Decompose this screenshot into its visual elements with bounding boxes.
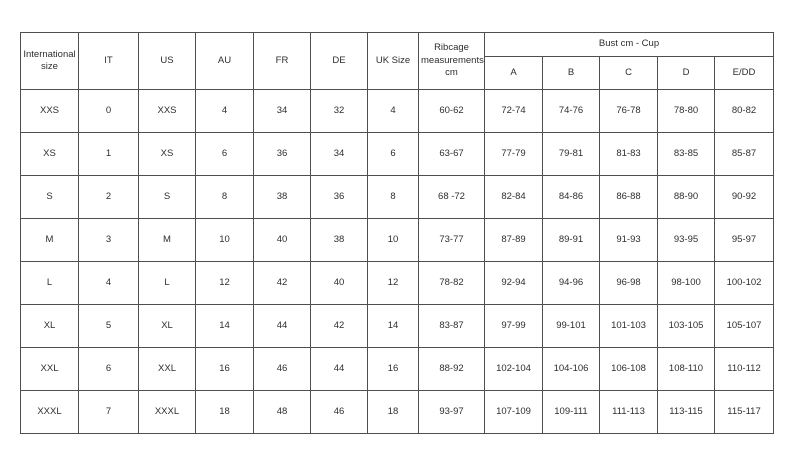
table-cell: XXL	[139, 348, 196, 391]
table-cell: 82-84	[485, 176, 543, 219]
table-cell: 4	[79, 262, 139, 305]
table-cell: 10	[368, 219, 419, 262]
table-cell: 5	[79, 305, 139, 348]
table-cell: 83-87	[419, 305, 485, 348]
table-cell: 85-87	[715, 133, 774, 176]
table-cell: 16	[196, 348, 254, 391]
table-cell: 8	[368, 176, 419, 219]
table-cell: 34	[311, 133, 368, 176]
table-cell: 109-111	[543, 391, 600, 434]
table-cell: 44	[311, 348, 368, 391]
table-row-xxl	[21, 348, 774, 391]
table-cell: 97-99	[485, 305, 543, 348]
table-cell: 83-85	[658, 133, 715, 176]
table-cell: 10	[196, 219, 254, 262]
table-cell: 4	[196, 90, 254, 133]
table-cell: 68 -72	[419, 176, 485, 219]
table-cell: 103-105	[658, 305, 715, 348]
table-cell: 94-96	[543, 262, 600, 305]
table-cell: 113-115	[658, 391, 715, 434]
table-cell: 74-76	[543, 90, 600, 133]
table-cell: XXL	[21, 348, 79, 391]
table-cell: 46	[311, 391, 368, 434]
table-cell: 7	[79, 391, 139, 434]
table-cell: XL	[21, 305, 79, 348]
table-cell: 3	[79, 219, 139, 262]
table-cell: 78-82	[419, 262, 485, 305]
column-header-fr: FR	[254, 33, 311, 90]
table-cell: 6	[79, 348, 139, 391]
table-cell: 8	[196, 176, 254, 219]
table-cell: 63-67	[419, 133, 485, 176]
table-cell: 6	[368, 133, 419, 176]
table-cell: 42	[311, 305, 368, 348]
table-cell: 93-97	[419, 391, 485, 434]
column-header-cup-e-dd: E/DD	[715, 57, 774, 90]
table-cell: 36	[311, 176, 368, 219]
table-cell: L	[139, 262, 196, 305]
table-cell: M	[139, 219, 196, 262]
table-cell: XXXL	[21, 391, 79, 434]
table-cell: 102-104	[485, 348, 543, 391]
table-cell: 90-92	[715, 176, 774, 219]
table-cell: 78-80	[658, 90, 715, 133]
table-cell: 100-102	[715, 262, 774, 305]
table-cell: 96-98	[600, 262, 658, 305]
table-cell: 18	[196, 391, 254, 434]
table-cell: S	[21, 176, 79, 219]
table-cell: XXS	[139, 90, 196, 133]
table-cell: 99-101	[543, 305, 600, 348]
table-cell: XXXL	[139, 391, 196, 434]
table-cell: 1	[79, 133, 139, 176]
table-cell: XS	[139, 133, 196, 176]
table-cell: 38	[311, 219, 368, 262]
table-body	[21, 90, 774, 434]
table-cell: 92-94	[485, 262, 543, 305]
table-cell: 101-103	[600, 305, 658, 348]
table-cell: 88-90	[658, 176, 715, 219]
column-header-international-size: International size	[21, 33, 79, 90]
table-cell: 40	[254, 219, 311, 262]
table-row-xs	[21, 133, 774, 176]
column-header-uk-size: UK Size	[368, 33, 419, 90]
table-header	[21, 33, 774, 90]
table-cell: 16	[368, 348, 419, 391]
table-cell: 44	[254, 305, 311, 348]
column-header-cup-c: C	[600, 57, 658, 90]
table-cell: 79-81	[543, 133, 600, 176]
table-cell: 14	[196, 305, 254, 348]
table-cell: 42	[254, 262, 311, 305]
table-row-xxxl	[21, 391, 774, 434]
table-cell: 46	[254, 348, 311, 391]
column-header-cup-b: B	[543, 57, 600, 90]
table-cell: 84-86	[543, 176, 600, 219]
column-header-cup-a: A	[485, 57, 543, 90]
table-cell: 73-77	[419, 219, 485, 262]
table-row-l	[21, 262, 774, 305]
header-row-top	[21, 33, 774, 57]
table-cell: 106-108	[600, 348, 658, 391]
table-cell: 104-106	[543, 348, 600, 391]
group-header-bust-cm-cup: Bust cm - Cup	[485, 33, 774, 57]
table-cell: 48	[254, 391, 311, 434]
table-cell: 77-79	[485, 133, 543, 176]
size-chart-table	[20, 32, 774, 434]
table-cell: 40	[311, 262, 368, 305]
table-cell: 4	[368, 90, 419, 133]
column-header-it: IT	[79, 33, 139, 90]
table-cell: 36	[254, 133, 311, 176]
table-row-xxs	[21, 90, 774, 133]
table-cell: 38	[254, 176, 311, 219]
table-cell: 32	[311, 90, 368, 133]
table-cell: 12	[368, 262, 419, 305]
table-cell: XS	[21, 133, 79, 176]
table-cell: 110-112	[715, 348, 774, 391]
table-cell: 115-117	[715, 391, 774, 434]
table-cell: 2	[79, 176, 139, 219]
table-cell: 72-74	[485, 90, 543, 133]
column-header-au: AU	[196, 33, 254, 90]
table-cell: 6	[196, 133, 254, 176]
table-cell: 93-95	[658, 219, 715, 262]
table-cell: 88-92	[419, 348, 485, 391]
column-header-ribcage-measurements-cm: Ribcage measurements cm	[419, 33, 485, 90]
table-row-m	[21, 219, 774, 262]
table-cell: XXS	[21, 90, 79, 133]
column-header-cup-d: D	[658, 57, 715, 90]
table-cell: 14	[368, 305, 419, 348]
table-cell: S	[139, 176, 196, 219]
table-cell: 111-113	[600, 391, 658, 434]
table-cell: 107-109	[485, 391, 543, 434]
column-header-us: US	[139, 33, 196, 90]
table-cell: XL	[139, 305, 196, 348]
table-cell: 76-78	[600, 90, 658, 133]
table-cell: 60-62	[419, 90, 485, 133]
table-cell: 108-110	[658, 348, 715, 391]
table-cell: 95-97	[715, 219, 774, 262]
column-header-de: DE	[311, 33, 368, 90]
table-cell: 86-88	[600, 176, 658, 219]
table-cell: 18	[368, 391, 419, 434]
table-cell: 80-82	[715, 90, 774, 133]
table-cell: 87-89	[485, 219, 543, 262]
table-cell: M	[21, 219, 79, 262]
table-cell: 89-91	[543, 219, 600, 262]
table-cell: 12	[196, 262, 254, 305]
table-cell: 0	[79, 90, 139, 133]
table-cell: 105-107	[715, 305, 774, 348]
table-row-s	[21, 176, 774, 219]
table-cell: L	[21, 262, 79, 305]
table-cell: 98-100	[658, 262, 715, 305]
table-cell: 91-93	[600, 219, 658, 262]
table-cell: 81-83	[600, 133, 658, 176]
table-cell: 34	[254, 90, 311, 133]
table-row-xl	[21, 305, 774, 348]
